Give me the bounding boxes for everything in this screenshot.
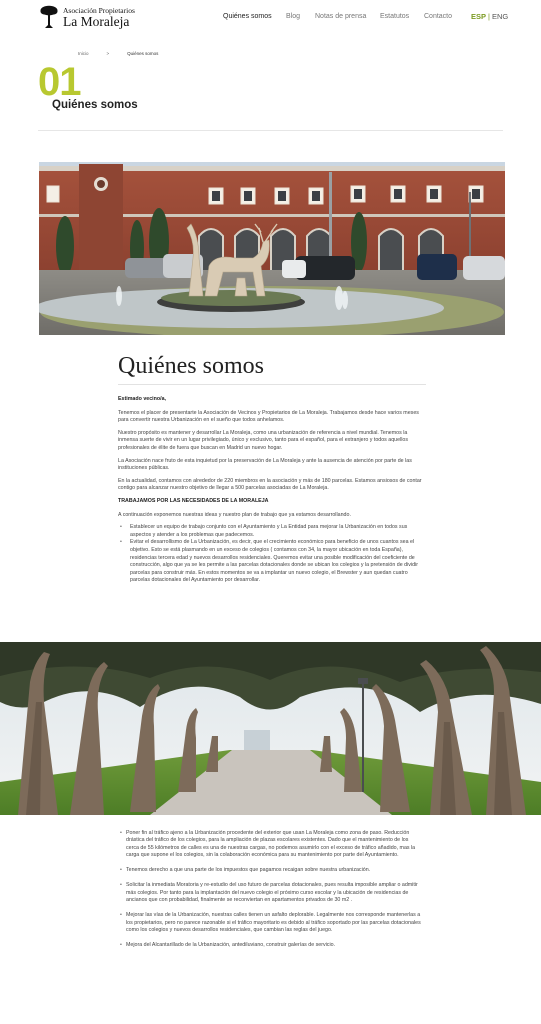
- breadcrumb-home[interactable]: Inicio: [78, 51, 89, 56]
- building-fountain-illustration: [39, 162, 505, 335]
- article-intro: A continuación exponemos nuestras ideas y nuestro plan de trabajo que ya estamos desarrollando.: [118, 511, 351, 518]
- lang-esp-link[interactable]: ESP: [471, 12, 487, 21]
- article-greeting: Estimado vecino/a,: [118, 396, 166, 402]
- section-title: Quiénes somos: [52, 99, 138, 111]
- language-switcher: [471, 12, 508, 21]
- hero-image-building-fountain: [39, 162, 505, 335]
- list-item: • Tenemos derecho a que una parte de los impuestos que pagamos recaigan sobre nuestra urbanización.: [120, 867, 422, 874]
- logo-text-line1: Asociación Propietarios: [63, 6, 135, 15]
- article-paragraph: La Asociación nace fruto de esta inquietud por la preservación de La Moraleja y ante la ausencia de atención por parte de las instituciones públicas.: [118, 457, 412, 472]
- site-header: [0, 0, 541, 34]
- article-title-divider: [118, 384, 426, 385]
- breadcrumb-separator: >: [106, 51, 110, 56]
- article-paragraph: Nuestro propósito es mantener y desarrollar La Moraleja, como una urbanización de referencia a nivel mundial. Tenemos la inmensa suerte de vivir en un lugar privilegiado, único y exclusivo, tanto para el español, para el extranjero y todos aquellos profesionales de élite de fuera que buscan en Madrid un nuevo hogar.: [118, 429, 409, 451]
- nav-item-contacto[interactable]: Contacto: [424, 13, 453, 20]
- list-item: • Solicitar la inmediata Moratoria y re-estudio del uso futuro de parcelas dotacionales, pues resulta imposible ampliar o admitir más colegios. Por tanto para la implantación del nuevo colegio el próximo curso escolar y la ubicación de residencias de ancianos que con probabilidad, finalmente se reconviertan en apartamentos privados de 30 m2 .: [120, 882, 422, 904]
- list-item: • Mejorar las vías de la Urbanización, nuestras calles tienen un asfalto deplorable. Legalmente nos corresponde mantenerlas a los propietarios, pero no parece razonable si el tráfico mayoritario es debido al tráfico soportado por las parcelas dotacionales como los colegios y nuevos desarrollos residenciales, que cambian las reglas del juego.: [120, 912, 422, 934]
- article-paragraph: Tenemos el placer de presentarte la Asociación de Vecinos y Propietarios de La Moraleja. Trabajamos desde hace varios meses para convertir nuestra Urbanización en el sueño que todos anhelamos.: [118, 409, 419, 424]
- section-number: 01: [38, 60, 81, 104]
- section-divider: [38, 130, 503, 131]
- logo-text-line2: La Moraleja: [63, 14, 130, 29]
- nav-item-notas-de-prensa[interactable]: Notas de prensa: [315, 13, 367, 20]
- list-item: • Poner fin al tráfico ajeno a la Urbanización procedente del exterior que usan La Moraleja como zona de paso. Reducción drástica del tráfico de los colegios, para la ampliación de plazas escolares existentes. Dado que el mantenimiento de los cerca de 55 kilómetros de calles es una de nuestras cargas, no podemos asumirlo con el exceso de tráfico añadido, mas la carga que supone el los colegios, sin la colaboración económica para su mantenimiento por parte del Ayuntamiento.: [120, 830, 422, 859]
- article-bullet-list: [118, 524, 426, 585]
- article-body: [118, 352, 426, 585]
- hero-image-pine-avenue: [0, 642, 541, 815]
- lang-separator: |: [488, 12, 490, 21]
- tree-icon: [40, 5, 58, 29]
- nav-item-blog[interactable]: Blog: [286, 13, 301, 20]
- nav-item-quienes-somos[interactable]: Quiénes somos: [223, 13, 272, 20]
- lang-eng-link[interactable]: ENG: [491, 12, 509, 21]
- article-paragraph: En la actualidad, contamos con alrededor de 220 miembros en la asociación y más de 180 parcelas. Estamos ansiosos de contar contigo para alcanzar nuestro objetivo de llegar a 500 parcelas asociadas de La Moraleja.: [118, 477, 422, 492]
- article-subheading: TRABAJAMOS POR LAS NECESIDADES DE LA MORALEJA: [118, 497, 269, 504]
- article-title: Quiénes somos: [118, 353, 264, 379]
- breadcrumb: [78, 51, 176, 56]
- pine-avenue-illustration: [0, 642, 541, 815]
- needs-list: [120, 830, 422, 958]
- list-item: • Mejora del Alcantarillado de la Urbanización, antediluviano, construir galerías de servicio.: [120, 942, 422, 949]
- list-item: • Evitar el desarrollismo de La Urbanización, es decir, que el crecimiento económico para beneficio de unos cuantos sea el objetivo. Esto se está plasmando en un exceso de colegios ( contamos con 34, la mayor ubicación en toda España), residencias tercera edad y nuevos desarrollos residenciales. Queremos evitar una posible modificación del coeficiente de construcción, algo que ya se les permite a las parcelas dotacionales donde se ubican los colegios y la pretensión de dividir parcelas para construir más. En estos momentos se va a implantar un nuevo colegio, el Brewster y aun quedan cuatro parcelas dotacionales del Ayuntamiento por desarrollar.: [126, 539, 426, 585]
- list-item: • Establecer un equipo de trabajo conjunto con el Ayuntamiento y La Entidad para mejorar la Urbanización en todos sus aspectos y atender a los problemas que padecemos.: [126, 524, 426, 539]
- nav-item-estatutos[interactable]: Estatutos: [380, 13, 410, 20]
- breadcrumb-current: Quiénes somos: [127, 51, 159, 56]
